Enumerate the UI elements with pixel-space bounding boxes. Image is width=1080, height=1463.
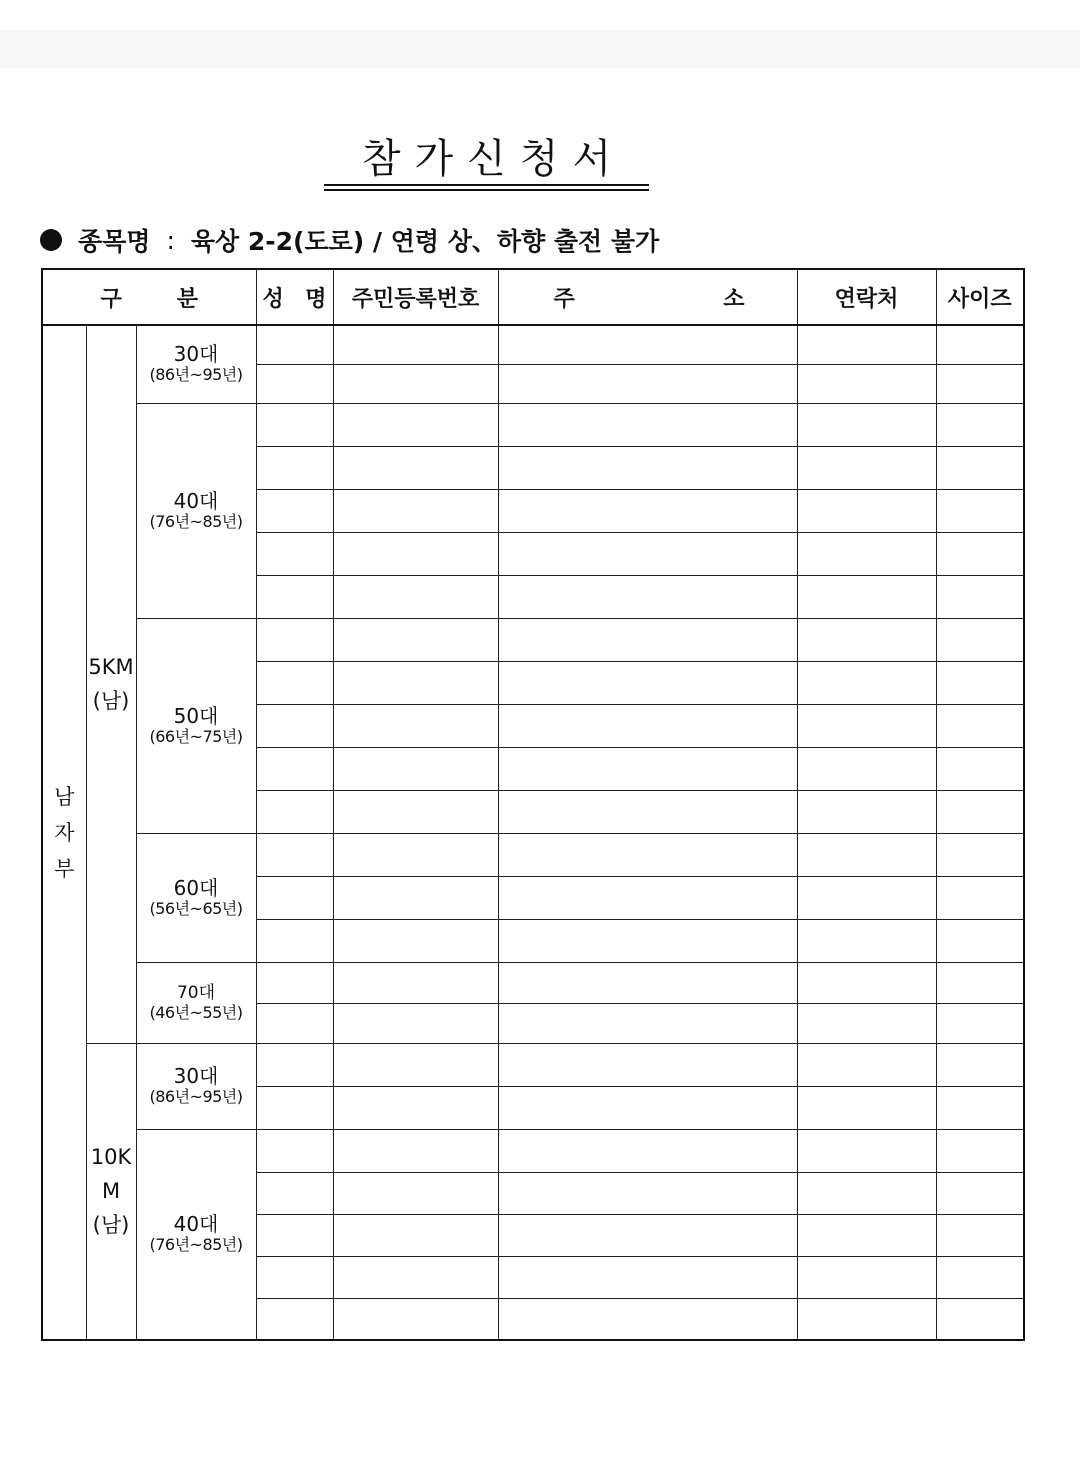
size-input-cell[interactable]: [936, 1214, 1024, 1256]
name-input-cell[interactable]: [256, 833, 333, 876]
name-input-cell[interactable]: [256, 1043, 333, 1086]
division-char: 부: [54, 856, 75, 881]
size-input-cell[interactable]: [936, 790, 1024, 833]
name-input-cell[interactable]: [256, 919, 333, 962]
contact-input-cell[interactable]: [797, 446, 936, 489]
name-input-cell[interactable]: [256, 1256, 333, 1298]
resident-no-input-cell[interactable]: [333, 364, 498, 403]
title-block: [324, 134, 649, 191]
header-category-b: 분: [176, 286, 198, 312]
size-input-cell[interactable]: [936, 962, 1024, 1003]
age-group-years: (56년~65년): [149, 898, 243, 918]
resident-no-input-cell[interactable]: [333, 532, 498, 575]
age-group-cell: [136, 833, 256, 962]
header-category-a: 구: [100, 286, 122, 312]
age-group-years: (86년~95년): [149, 365, 243, 385]
address-input-cell[interactable]: [498, 1043, 797, 1086]
age-group-years: (76년~85년): [149, 511, 243, 531]
name-input-cell[interactable]: [256, 747, 333, 790]
address-input-cell[interactable]: [498, 962, 797, 1003]
header-name-a: 성: [262, 286, 284, 312]
resident-no-input-cell[interactable]: [333, 1256, 498, 1298]
contact-input-cell[interactable]: [797, 1086, 936, 1129]
resident-no-input-cell[interactable]: [333, 325, 498, 364]
name-input-cell[interactable]: [256, 618, 333, 661]
event-value: 육상 2-2(도로) / 연령 상、하향 출전 불가: [190, 227, 660, 256]
contact-input-cell[interactable]: [797, 1043, 936, 1086]
top-band: [0, 30, 1080, 68]
size-input-cell[interactable]: [936, 532, 1024, 575]
size-input-cell[interactable]: [936, 876, 1024, 919]
age-group-cell: [136, 962, 256, 1043]
header-name-b: 명: [305, 286, 327, 312]
name-input-cell[interactable]: [256, 790, 333, 833]
resident-no-input-cell[interactable]: [333, 876, 498, 919]
resident-no-input-cell[interactable]: [333, 618, 498, 661]
contact-input-cell[interactable]: [797, 1256, 936, 1298]
size-input-cell[interactable]: [936, 446, 1024, 489]
contact-input-cell[interactable]: [797, 661, 936, 704]
contact-input-cell[interactable]: [797, 747, 936, 790]
age-group-label: 60대: [173, 875, 219, 900]
header-size: 사이즈: [936, 269, 1024, 325]
entry-row: [42, 1129, 1024, 1172]
address-input-cell[interactable]: [498, 364, 797, 403]
name-input-cell[interactable]: [256, 325, 333, 364]
name-input-cell[interactable]: [256, 1129, 333, 1172]
age-group-label: 70대: [176, 982, 216, 1003]
address-input-cell[interactable]: [498, 661, 797, 704]
address-input-cell[interactable]: [498, 1129, 797, 1172]
age-group-cell: [136, 618, 256, 833]
name-input-cell[interactable]: [256, 364, 333, 403]
division-char: 자: [54, 820, 75, 845]
address-input-cell[interactable]: [498, 1214, 797, 1256]
address-input-cell[interactable]: [498, 876, 797, 919]
address-input-cell[interactable]: [498, 790, 797, 833]
page-title: 참가신청서: [361, 136, 626, 182]
name-input-cell[interactable]: [256, 962, 333, 1003]
address-input-cell[interactable]: [498, 1298, 797, 1340]
resident-no-input-cell[interactable]: [333, 1298, 498, 1340]
size-input-cell[interactable]: [936, 704, 1024, 747]
address-input-cell[interactable]: [498, 446, 797, 489]
resident-no-input-cell[interactable]: [333, 446, 498, 489]
resident-no-input-cell[interactable]: [333, 1214, 498, 1256]
resident-no-input-cell[interactable]: [333, 962, 498, 1003]
address-input-cell[interactable]: [498, 618, 797, 661]
size-input-cell[interactable]: [936, 364, 1024, 403]
size-input-cell[interactable]: [936, 919, 1024, 962]
resident-no-input-cell[interactable]: [333, 575, 498, 618]
address-input-cell[interactable]: [498, 1256, 797, 1298]
contact-input-cell[interactable]: [797, 364, 936, 403]
entry-row: [42, 962, 1024, 1003]
event-colon: :: [166, 225, 175, 255]
contact-input-cell[interactable]: [797, 575, 936, 618]
address-input-cell[interactable]: [498, 747, 797, 790]
header-name: [256, 269, 333, 325]
course-label: (남): [92, 689, 130, 714]
contact-input-cell[interactable]: [797, 1172, 936, 1214]
contact-input-cell[interactable]: [797, 833, 936, 876]
resident-no-input-cell[interactable]: [333, 489, 498, 532]
entry-row: [42, 1043, 1024, 1086]
contact-input-cell[interactable]: [797, 919, 936, 962]
address-input-cell[interactable]: [498, 1086, 797, 1129]
course-label: (남): [92, 1213, 130, 1238]
size-input-cell[interactable]: [936, 1172, 1024, 1214]
address-input-cell[interactable]: [498, 1172, 797, 1214]
name-input-cell[interactable]: [256, 1172, 333, 1214]
size-input-cell[interactable]: [936, 1043, 1024, 1086]
course-cell: [86, 1043, 136, 1340]
name-input-cell[interactable]: [256, 446, 333, 489]
event-label: 종목명: [78, 227, 151, 256]
entry-row: [42, 833, 1024, 876]
resident-no-input-cell[interactable]: [333, 403, 498, 446]
size-input-cell[interactable]: [936, 1003, 1024, 1043]
address-input-cell[interactable]: [498, 704, 797, 747]
age-group-label: 50대: [173, 703, 219, 728]
resident-no-input-cell[interactable]: [333, 790, 498, 833]
header-address-a: 주: [553, 286, 575, 312]
header-address: [498, 269, 797, 325]
resident-no-input-cell[interactable]: [333, 1086, 498, 1129]
resident-no-input-cell[interactable]: [333, 1129, 498, 1172]
contact-input-cell[interactable]: [797, 876, 936, 919]
bullet-icon: [40, 229, 62, 251]
age-group-years: (76년~85년): [149, 1235, 243, 1255]
age-group-cell: [136, 1129, 256, 1340]
size-input-cell[interactable]: [936, 833, 1024, 876]
title-underline-top: [324, 184, 649, 186]
age-group-label: 30대: [173, 1064, 219, 1088]
contact-input-cell[interactable]: [797, 704, 936, 747]
name-input-cell[interactable]: [256, 575, 333, 618]
contact-input-cell[interactable]: [797, 325, 936, 364]
size-input-cell[interactable]: [936, 747, 1024, 790]
entry-row: [42, 618, 1024, 661]
division-cell: [42, 325, 86, 1340]
address-input-cell[interactable]: [498, 575, 797, 618]
header-category: [42, 269, 256, 325]
contact-input-cell[interactable]: [797, 1298, 936, 1340]
header-row: [42, 269, 1024, 325]
age-group-label: 40대: [173, 1212, 219, 1237]
size-input-cell[interactable]: [936, 325, 1024, 364]
event-line: [40, 222, 659, 258]
size-input-cell[interactable]: [936, 575, 1024, 618]
size-input-cell[interactable]: [936, 1256, 1024, 1298]
age-group-cell: [136, 403, 256, 618]
age-group-years: (46년~55년): [149, 1002, 243, 1022]
age-group-years: (66년~75년): [149, 726, 243, 746]
address-input-cell[interactable]: [498, 919, 797, 962]
contact-input-cell[interactable]: [797, 1214, 936, 1256]
resident-no-input-cell[interactable]: [333, 919, 498, 962]
address-input-cell[interactable]: [498, 1003, 797, 1043]
contact-input-cell[interactable]: [797, 403, 936, 446]
course-cell: [86, 325, 136, 1043]
age-group-label: 30대: [173, 342, 219, 367]
resident-no-input-cell[interactable]: [333, 661, 498, 704]
header-contact: 연락처: [797, 269, 936, 325]
address-input-cell[interactable]: [498, 833, 797, 876]
name-input-cell[interactable]: [256, 661, 333, 704]
resident-no-input-cell[interactable]: [333, 833, 498, 876]
size-input-cell[interactable]: [936, 1298, 1024, 1340]
name-input-cell[interactable]: [256, 403, 333, 446]
contact-input-cell[interactable]: [797, 962, 936, 1003]
size-input-cell[interactable]: [936, 618, 1024, 661]
header-address-b: 소: [723, 286, 745, 312]
resident-no-input-cell[interactable]: [333, 747, 498, 790]
application-table: [41, 268, 1025, 1341]
header-resident-no: 주민등록번호: [333, 269, 498, 325]
size-input-cell[interactable]: [936, 1129, 1024, 1172]
course-label: M: [101, 1179, 121, 1204]
size-input-cell[interactable]: [936, 661, 1024, 704]
name-input-cell[interactable]: [256, 1086, 333, 1129]
division-char: 남: [54, 784, 75, 809]
address-input-cell[interactable]: [498, 532, 797, 575]
name-input-cell[interactable]: [256, 489, 333, 532]
contact-input-cell[interactable]: [797, 1003, 936, 1043]
contact-input-cell[interactable]: [797, 1129, 936, 1172]
age-group-cell: [136, 1043, 256, 1129]
contact-input-cell[interactable]: [797, 489, 936, 532]
resident-no-input-cell[interactable]: [333, 1003, 498, 1043]
contact-input-cell[interactable]: [797, 532, 936, 575]
contact-input-cell[interactable]: [797, 618, 936, 661]
course-label: 5KM: [88, 655, 134, 680]
age-group-cell: [136, 325, 256, 403]
contact-input-cell[interactable]: [797, 790, 936, 833]
resident-no-input-cell[interactable]: [333, 1043, 498, 1086]
size-input-cell[interactable]: [936, 403, 1024, 446]
resident-no-input-cell[interactable]: [333, 704, 498, 747]
age-group-label: 40대: [173, 488, 219, 513]
address-input-cell[interactable]: [498, 489, 797, 532]
entry-row: [42, 325, 1024, 364]
address-input-cell[interactable]: [498, 403, 797, 446]
entry-row: [42, 403, 1024, 446]
name-input-cell[interactable]: [256, 704, 333, 747]
name-input-cell[interactable]: [256, 1003, 333, 1043]
resident-no-input-cell[interactable]: [333, 1172, 498, 1214]
name-input-cell[interactable]: [256, 876, 333, 919]
name-input-cell[interactable]: [256, 1214, 333, 1256]
age-group-years: (86년~95년): [149, 1087, 243, 1106]
title-underline-bottom: [324, 189, 649, 191]
size-input-cell[interactable]: [936, 1086, 1024, 1129]
size-input-cell[interactable]: [936, 489, 1024, 532]
course-label: 10K: [90, 1145, 132, 1170]
name-input-cell[interactable]: [256, 532, 333, 575]
address-input-cell[interactable]: [498, 325, 797, 364]
name-input-cell[interactable]: [256, 1298, 333, 1340]
